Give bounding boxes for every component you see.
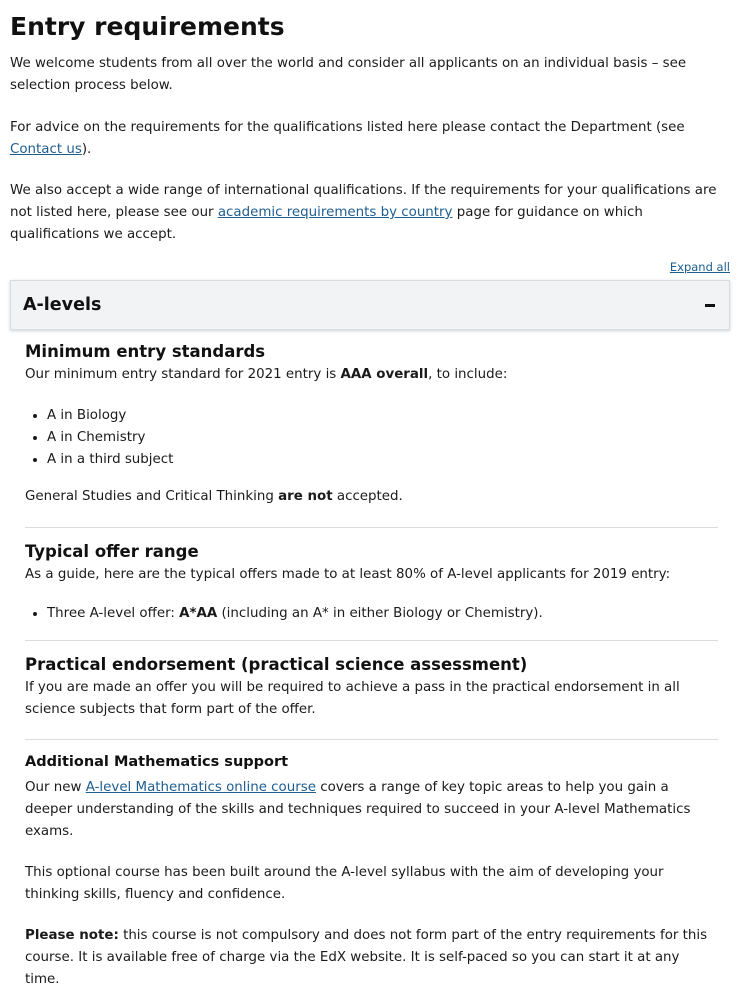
contact-us-link[interactable]: Contact us	[10, 142, 82, 157]
minimum-bold: AAA overall	[340, 367, 429, 382]
maths-p1-text: Our new	[25, 780, 86, 795]
minimum-note-2: accepted.	[332, 489, 403, 504]
page-title: Entry requirements	[10, 12, 285, 41]
maths-p1-end: covers a range of key topic areas to help you gain a deeper understanding of the skills and techniques required to succeed in your A-level Mathematics exams.	[25, 780, 691, 839]
collapse-icon[interactable]	[703, 298, 717, 312]
please-note-label: Please note:	[25, 928, 119, 943]
typical-item-bold: A*AA	[179, 606, 218, 621]
typical-text: As a guide, here are the typical offers made to at least 80% of A-level applicants for 2019 entry:	[25, 567, 671, 582]
intro-p2-text: For advice on the requirements for the qualifications listed here please contact the Department (see	[10, 120, 685, 135]
section-heading-maths: Additional Mathematics support	[25, 754, 289, 770]
intro-paragraph-2	[10, 117, 730, 161]
practical-text: If you are made an offer you will be required to achieve a pass in the practical endorsement in all science subjects that form part of the offer.	[25, 680, 680, 717]
minimum-text	[25, 364, 718, 386]
maths-paragraph-2: This optional course has been built around the A-level syllabus with the aim of developing your thinking skills, fluency and confidence.	[25, 865, 664, 902]
accordion-panel	[10, 330, 730, 991]
section-heading-practical: Practical endorsement (practical science assessment)	[25, 655, 528, 674]
minimum-note-bold: are not	[278, 489, 333, 504]
accordion-title: A-levels	[23, 295, 102, 315]
intro	[10, 53, 730, 246]
list-item: • A in a third subject	[47, 449, 718, 471]
section-heading-minimum: Minimum entry standards	[25, 342, 266, 361]
minimum-note	[25, 486, 718, 508]
expand-all-link[interactable]: Expand all	[669, 260, 730, 274]
section-minimum	[25, 330, 718, 508]
typical-list	[25, 603, 718, 625]
maths-p3-text: this course is not compulsory and does not form part of the entry requirements for this course. It is available free of charge via the EdX website. It is self-paced so you can start it at any time.	[25, 928, 708, 987]
section-practical	[25, 641, 718, 721]
typical-item-1: Three A-level offer:	[47, 606, 180, 621]
typical-item-2: (including an A* in either Biology or Chemistry).	[217, 606, 543, 621]
intro-p2-end: ).	[81, 142, 92, 157]
intro-paragraph-1: We welcome students from all over the world and consider all applicants on an individual basis – see selection process below.	[10, 56, 687, 93]
minimum-text-1: Our minimum entry standard for 2021 entry is	[25, 367, 341, 382]
minimum-note-1: General Studies and Critical Thinking	[25, 489, 279, 504]
minimum-text-2: , to include:	[428, 367, 508, 382]
maths-paragraph-1	[25, 777, 718, 843]
accordion-header-a-levels[interactable]	[10, 280, 730, 330]
list-item	[47, 603, 718, 625]
intro-p3-end: page for guidance on which qualifications we accept.	[10, 205, 643, 242]
section-heading-typical: Typical offer range	[25, 542, 199, 561]
intro-p3-text: We also accept a wide range of international qualifications. If the requirements for your qualifications are not listed here, please see our	[10, 183, 717, 220]
minus-bar	[705, 304, 715, 307]
section-typical	[25, 528, 718, 625]
maths-course-link[interactable]: A-level Mathematics online course	[85, 780, 316, 795]
expand-row	[10, 258, 730, 276]
academic-requirements-link[interactable]: academic requirements by country	[217, 205, 453, 220]
intro-paragraph-3	[10, 180, 730, 246]
maths-paragraph-3	[25, 925, 718, 991]
list-item: • A in Chemistry	[47, 427, 718, 449]
minimum-list	[25, 405, 718, 471]
section-maths	[25, 740, 718, 991]
list-item: • A in Biology	[47, 405, 718, 427]
